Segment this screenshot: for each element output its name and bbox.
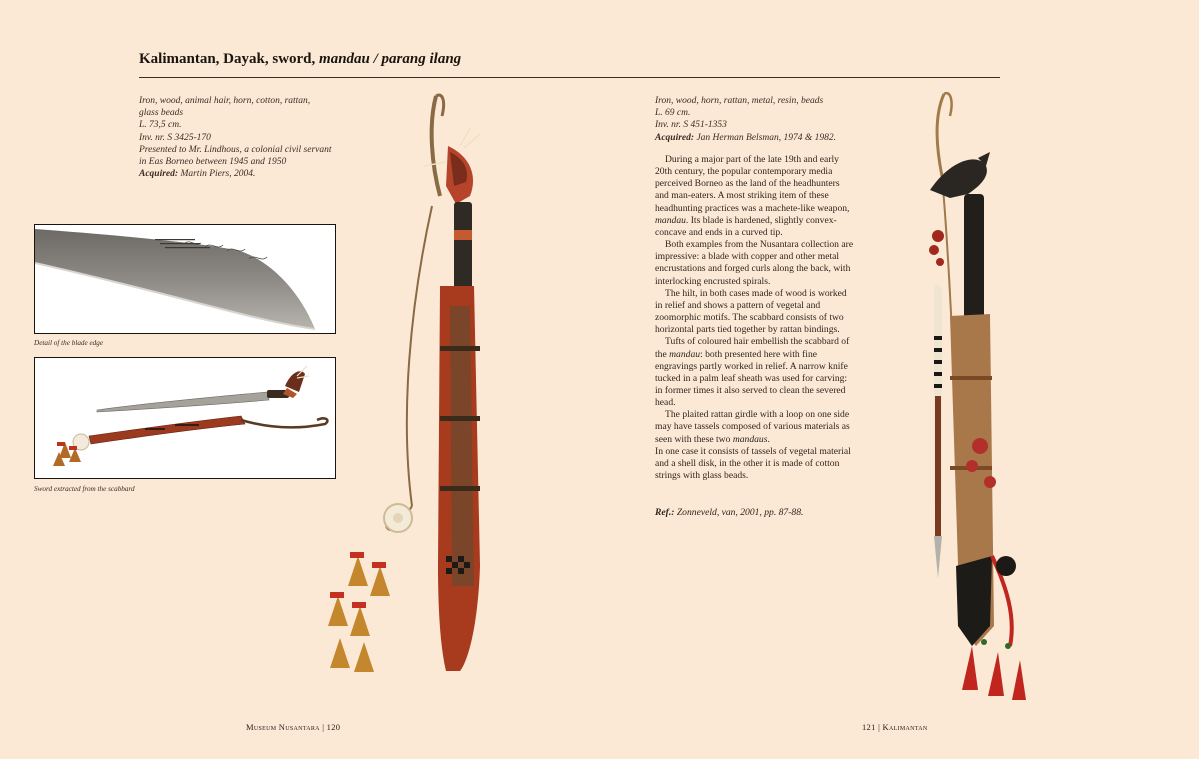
left-provenance-line2: in Eas Borneo between 1945 and 1950 [139, 157, 287, 168]
right-acquired [655, 132, 865, 144]
left-folio [246, 722, 340, 732]
body-paragraph-2: Both examples from the Nusantara collection are impressive: a blade with copper and other metal encrustations and forged curls along the back, with interlocking encrusted spirals. [655, 239, 854, 287]
body-p1-italic: mandau [655, 214, 686, 226]
left-inventory-number: Inv. nr. S 3425-170 [139, 132, 211, 143]
reference-value: Zonneveld, van, 2001, pp. 87-88. [674, 507, 804, 518]
body-p4-italic: mandau [669, 348, 701, 360]
reference-label: Ref.: [655, 507, 675, 518]
left-materials-line2: glass beads [139, 108, 184, 119]
right-mandau-photo [920, 86, 1050, 716]
right-mandau-illustration [920, 86, 1050, 716]
title-rule [139, 77, 1000, 78]
left-materials-line1: Iron, wood, animal hair, horn, cotton, rattan, [139, 96, 311, 106]
blade-detail-photo [34, 224, 336, 334]
right-length: L. 69 cm. [655, 108, 691, 119]
left-mandau-illustration [300, 86, 510, 676]
right-folio-page: 121 | [862, 722, 883, 732]
sword-extracted-photo [34, 357, 336, 479]
left-acquired-label: Acquired: [139, 169, 179, 180]
blade-detail-illustration [35, 225, 335, 333]
title-italic: mandau / parang ilang [319, 51, 462, 67]
body-text [655, 154, 855, 482]
body-paragraph-4 [655, 336, 855, 409]
body-p1-text-b: . Its blade is hardened, slightly convex-concave and ends in a curved tip. [655, 214, 837, 238]
left-mandau-photo [300, 86, 510, 676]
left-provenance-line1: Presented to Mr. Lindhous, a colonial civil servant [139, 144, 332, 155]
right-inventory-number: Inv. nr. S 451-1353 [655, 120, 727, 131]
right-folio [862, 722, 928, 732]
left-folio-page: | 120 [319, 722, 341, 732]
page-title [139, 51, 461, 68]
sword-extracted-illustration [35, 358, 335, 478]
body-paragraph-5 [655, 409, 855, 445]
title-main: Kalimantan, Dayak, sword, [139, 51, 320, 67]
body-p5-text-a: The plaited rattan girdle with a loop on one side may have tassels composed of various materials as seen with these two [655, 409, 850, 445]
body-p4-text-b: : both presented here with fine engravings partly worked in relief. A narrow knife tucked in a palm leaf sheath was used for carving: in former times it also served to clean the severed head. [655, 348, 848, 409]
reference [655, 507, 803, 518]
blade-detail-caption: Detail of the blade edge [34, 339, 104, 347]
body-paragraph-1 [655, 154, 855, 239]
body-p1-text-a: During a major part of the late 19th and early 20th century, the popular contemporary media perceived Borneo as the land of the headhunters and man-eaters. A most striking item of these headhunting practices was a machete-like weapon, [655, 154, 850, 214]
right-acquired-label: Acquired: [655, 132, 695, 143]
left-folio-name: Museum Nusantara [246, 722, 320, 732]
body-paragraph-3: The hilt, in both cases made of wood is worked in relief and shows a pattern of vegetal and zoomorphic motifs. The scabbard consists of two horizontal parts tied together by rattan bindings. [655, 287, 847, 336]
left-length: L. 73,5 cm. [139, 120, 182, 131]
right-materials: Iron, wood, horn, rattan, metal, resin, beads [655, 96, 824, 106]
body-p5-text-b: . [767, 433, 770, 445]
body-p4-text-a: Tufts of coloured hair embellish the scabbard of the [655, 336, 850, 360]
sword-extracted-caption: Sword extracted from the scabbard [34, 485, 135, 493]
right-acquired-value: Jan Herman Belsman, 1974 & 1982. [694, 132, 837, 143]
right-object-metadata [655, 95, 865, 144]
right-folio-name: Kalimantan [882, 722, 928, 732]
body-paragraph-6: In one case it consists of tassels of vegetal material and a shell disk, in the other it is made of cotton strings with glass beads. [655, 445, 851, 482]
body-p5-italic: mandaus [732, 433, 768, 445]
left-acquired-value: Martin Piers, 2004. [178, 169, 256, 180]
